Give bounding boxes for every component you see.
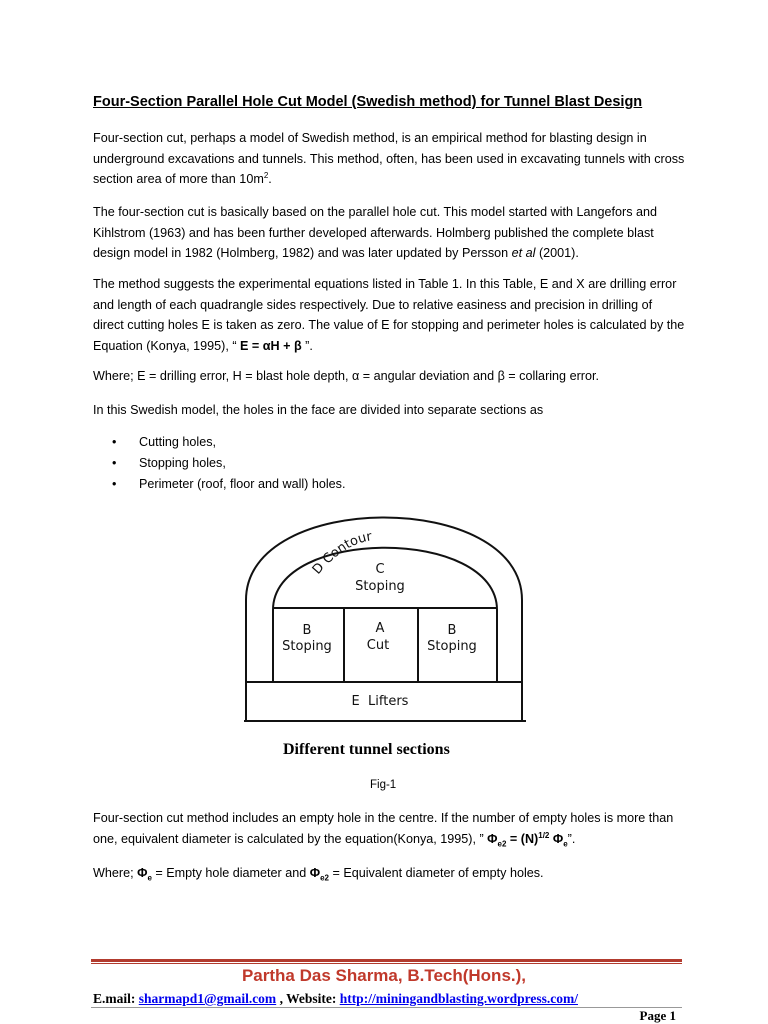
paragraph-end: ”. [567, 831, 576, 846]
list-item: • Cutting holes, [112, 432, 345, 453]
list-item: • Perimeter (roof, floor and wall) holes. [112, 474, 345, 495]
paragraph-method [93, 274, 685, 356]
paragraph-text: Four-section cut method includes an empty hole in the centre. If the number of empty holes is more than one, equivalent diameter is calculated by the equation(Konya, 1995), ” [93, 811, 674, 846]
inner-contour-line [273, 548, 497, 682]
paragraph-text: The method suggests the experimental equations listed in Table 1. In this Table, E and X are drilling error and length of each quadrangle sides respectively. Due to relative easiness and precision in drilling of direct cutting holes E is taken as zero. The value of E for stopping and perimeter holes is calculated by the Equation (Konya, 1995), “ [93, 277, 685, 353]
paragraph-end: (2001). [535, 246, 579, 260]
paragraph-text: The four-section cut is basically based on the parallel hole cut. This model started with Langefors and Kihlstrom (1963) and has been further developed afterwards. Holmberg published the complete blast design model in 1982 (Holmberg, 1982) and was later updated by Persson [93, 205, 658, 260]
italic-text: et al [511, 246, 536, 260]
figure-number: Fig-1 [370, 779, 397, 791]
footer-divider-thin [91, 963, 682, 964]
website-label: , Website: [276, 991, 340, 1006]
section-a-letter: A [375, 621, 385, 636]
email-label: E.mail: [93, 991, 139, 1006]
section-a-label: Cut [366, 638, 390, 653]
contact-line [93, 991, 578, 1007]
page-number: Page 1 [639, 1008, 676, 1023]
section-b-right-letter: B [447, 623, 457, 638]
website-link[interactable]: http://miningandblasting.wordpress.com/ [339, 991, 578, 1006]
bullet-list [112, 432, 345, 495]
page-bottom-divider [91, 1007, 682, 1008]
figure-caption: Different tunnel sections [283, 741, 450, 758]
list-item: • Stopping holes, [112, 453, 345, 474]
section-b-left-letter: B [302, 623, 312, 638]
paragraph-empty-hole [93, 808, 685, 849]
section-b-left-label: Stoping [282, 639, 332, 654]
email-link[interactable]: sharmapd1@gmail.com [138, 991, 277, 1006]
section-e-label: E Lifters [351, 694, 409, 709]
superscript: 2 [263, 170, 269, 180]
paragraph-where: Where; E = drilling error, H = blast hole depth, α = angular deviation and β = collaring error. [93, 369, 599, 383]
section-c-letter: C [375, 562, 385, 577]
paragraph-definitions: Where; $\Phi_e$ = Empty hole diameter and $\Phi_{e2}$ = Equivalent diameter of empty holes. [93, 866, 544, 883]
tunnel-sections-diagram [240, 515, 530, 730]
equation: $\Phi_{e2} = (N)^{1/2}$ $\Phi_e$ [487, 830, 568, 849]
paragraph-intro [93, 128, 685, 190]
equation: E = αH + β [240, 338, 302, 353]
paragraph-end: . [268, 172, 272, 186]
section-b-right-label: Stoping [427, 639, 477, 654]
svg-text:D Contour [310, 529, 374, 577]
paragraph-history [93, 202, 685, 264]
document-title: Four-Section Parallel Hole Cut Model (Swedish method) for Tunnel Blast Design [93, 94, 643, 110]
footer-divider [91, 959, 682, 962]
paragraph-sections-intro: In this Swedish model, the holes in the face are divided into separate sections as [93, 403, 544, 417]
author-name: Partha Das Sharma, B.Tech(Hons.), [241, 966, 527, 985]
paragraph-end: ”. [301, 338, 313, 353]
contour-label: D Contour [309, 529, 373, 578]
section-c-label: Stoping [355, 579, 405, 594]
paragraph-text: Four-section cut, perhaps a model of Swedish method, is an empirical method for blasting design in underground excavations and tunnels. This method, often, has been used in excavating tunnels with cross section area of more than 10m [93, 131, 685, 186]
